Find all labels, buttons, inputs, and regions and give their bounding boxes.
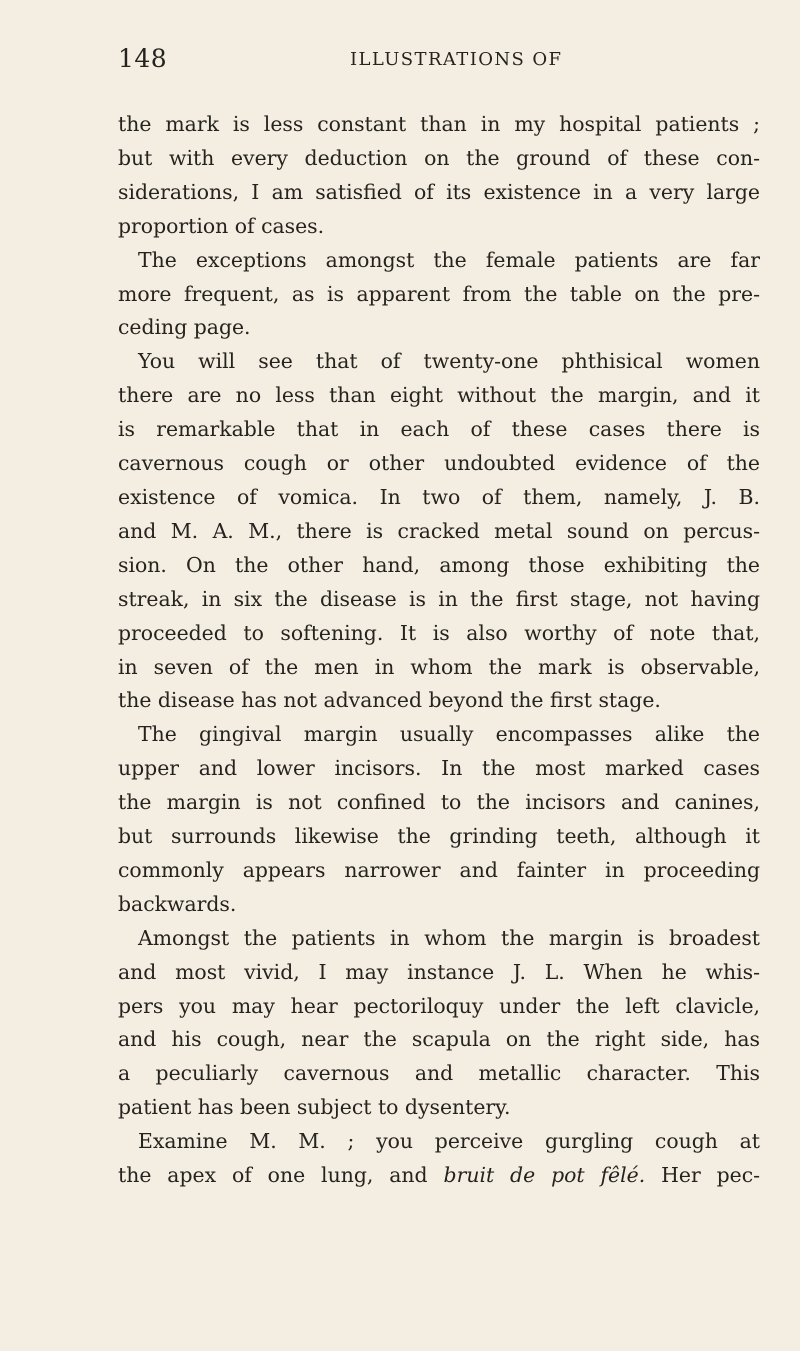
text-line: upper and lower incisors. In the most marked cases: [118, 756, 760, 781]
text-line: in seven of the men in whom the mark is observable,: [118, 654, 760, 679]
text-line: and most vivid, I may instance J. L. When he whis-: [118, 959, 760, 984]
text-line: proceeded to softening. It is also worthy of note that,: [118, 620, 760, 645]
text-line: cavernous cough or other undoubted evidence of the: [118, 451, 760, 476]
text-line: and M. A. M., there is cracked metal sound on percus-: [118, 518, 760, 543]
text-line: The gingival margin usually encompasses alike the: [138, 722, 760, 747]
page-number: 148: [118, 44, 168, 73]
text-line: is remarkable that in each of these cases there is: [118, 417, 760, 442]
text-line: ceding page.: [118, 315, 251, 340]
text-run: the apex of one lung, and: [118, 1163, 428, 1188]
italic-phrase: bruit de pot fêlé.: [443, 1163, 646, 1188]
running-head: ILLUSTRATIONS OF: [350, 49, 563, 70]
text-line: but with every deduction on the ground of these con-: [118, 145, 760, 170]
text-line: patient has been subject to dysentery.: [118, 1095, 511, 1120]
text-line: the mark is less constant than in my hospital patients ;: [118, 112, 760, 136]
text-line: backwards.: [118, 891, 237, 916]
text-line: sion. On the other hand, among those exhibiting the: [118, 552, 760, 577]
text-line: existence of vomica. In two of them, namely, J. B.: [118, 484, 760, 509]
text-line: proportion of cases.: [118, 213, 325, 238]
text-line: You will see that of twenty-one phthisical women: [138, 349, 760, 374]
text-line: pers you may hear pectoriloquy under the left clavicle,: [118, 993, 760, 1018]
text-line: the disease has not advanced beyond the first stage.: [118, 688, 661, 713]
body-text: [118, 108, 760, 1193]
text-line: Examine M. M. ; you perceive gurgling cough at: [138, 1129, 760, 1154]
text-line-with-italic: [118, 1159, 760, 1193]
text-line: commonly appears narrower and fainter in proceeding: [118, 857, 760, 882]
text-line: and his cough, near the scapula on the right side, has: [118, 1027, 760, 1052]
text-run: Her pec-: [661, 1163, 760, 1188]
text-line: the margin is not confined to the incisors and canines,: [118, 790, 760, 815]
text-line: there are no less than eight without the margin, and it: [118, 383, 760, 408]
text-line: The exceptions amongst the female patients are far: [138, 247, 760, 272]
text-line: Amongst the patients in whom the margin is broadest: [138, 925, 760, 950]
text-line: a peculiarly cavernous and metallic character. This: [118, 1061, 760, 1086]
text-line: but surrounds likewise the grinding teeth, although it: [118, 824, 760, 849]
text-line: more frequent, as is apparent from the table on the pre-: [118, 281, 760, 306]
text-line: streak, in six the disease is in the first stage, not having: [118, 586, 760, 611]
page-header: [118, 44, 758, 84]
text-line: siderations, I am satisfied of its existence in a very large: [118, 179, 760, 204]
